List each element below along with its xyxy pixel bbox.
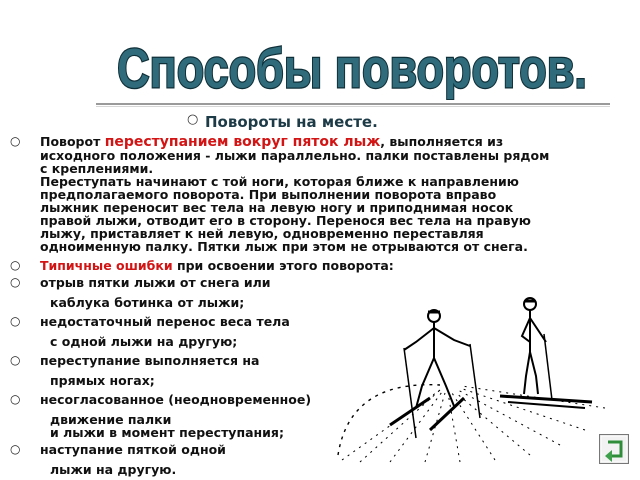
bullet-icon: ○ xyxy=(10,258,21,272)
return-nav-button[interactable] xyxy=(599,434,629,464)
title-text: Способы поворотов. xyxy=(117,36,587,100)
bullet-icon: ○ xyxy=(10,392,21,406)
para-line-6: лыжник переносит вес тела на левую ногу и приподнимая носок xyxy=(40,200,514,215)
list-item: ○ несогласованное (неодновременное) движение палки и лыжи в момент переступания; xyxy=(10,392,312,440)
para-highlight: переступанием вокруг пяток лыж xyxy=(104,134,381,150)
bullet-icon: ○ xyxy=(10,353,21,367)
title-graphic xyxy=(0,0,640,100)
bullet-icon: ○ xyxy=(10,275,21,289)
subheading xyxy=(187,112,378,131)
title-divider xyxy=(96,103,610,105)
list-item: ○ недостаточный перенос веса тела с одной лыжи на другую; xyxy=(10,314,290,349)
list-item: ○ отрыв пятки лыжи от снега или каблука ботинка от лыжи; xyxy=(10,275,271,310)
para-line-2: исходного положения - лыжи параллельно. палки поставлены рядом xyxy=(40,148,550,163)
return-nav-icon xyxy=(599,434,629,464)
para-line-5: предполагаемого поворота. При выполнении поворота вправо xyxy=(40,187,497,202)
list-item: ○ переступание выполняется на прямых ногах; xyxy=(10,353,260,388)
para-line-1: Поворот переступанием вокруг пяток лыж, выполняется из xyxy=(40,134,504,150)
slide-title xyxy=(0,0,640,100)
paragraph-item xyxy=(10,135,620,253)
title-divider-light xyxy=(96,106,610,107)
errors-highlight: Типичные ошибки xyxy=(40,258,173,273)
errors-heading: ○ Типичные ошибки при освоении этого поворота: xyxy=(10,258,394,273)
skier-front xyxy=(390,310,480,438)
para-line-7: правой лыжи, отводит его в сторону. Перенося вес тела на правую xyxy=(40,213,531,228)
bullet-icon: ○ xyxy=(10,442,21,456)
bullet-icon: ○ xyxy=(10,134,21,148)
bullet-icon: ○ xyxy=(187,112,199,127)
list-item: ○ наступание пяткой одной лыжи на другую. xyxy=(10,442,226,477)
para-line-4: Переступать начинают с той ноги, которая ближе к направлению xyxy=(40,174,519,189)
skier-side xyxy=(500,298,592,408)
para-line-8: лыжу, приставляет к ней левую, одновременно переставляя xyxy=(40,226,484,241)
para-line-9: одноименную палку. Пятки лыж при этом не отрываются от снега. xyxy=(40,239,528,254)
bullet-icon: ○ xyxy=(10,314,21,328)
skier-step-turn-illustration xyxy=(330,290,615,480)
para-line-3: с креплениями. xyxy=(40,161,154,176)
subheading-text: Повороты на месте. xyxy=(205,113,378,131)
